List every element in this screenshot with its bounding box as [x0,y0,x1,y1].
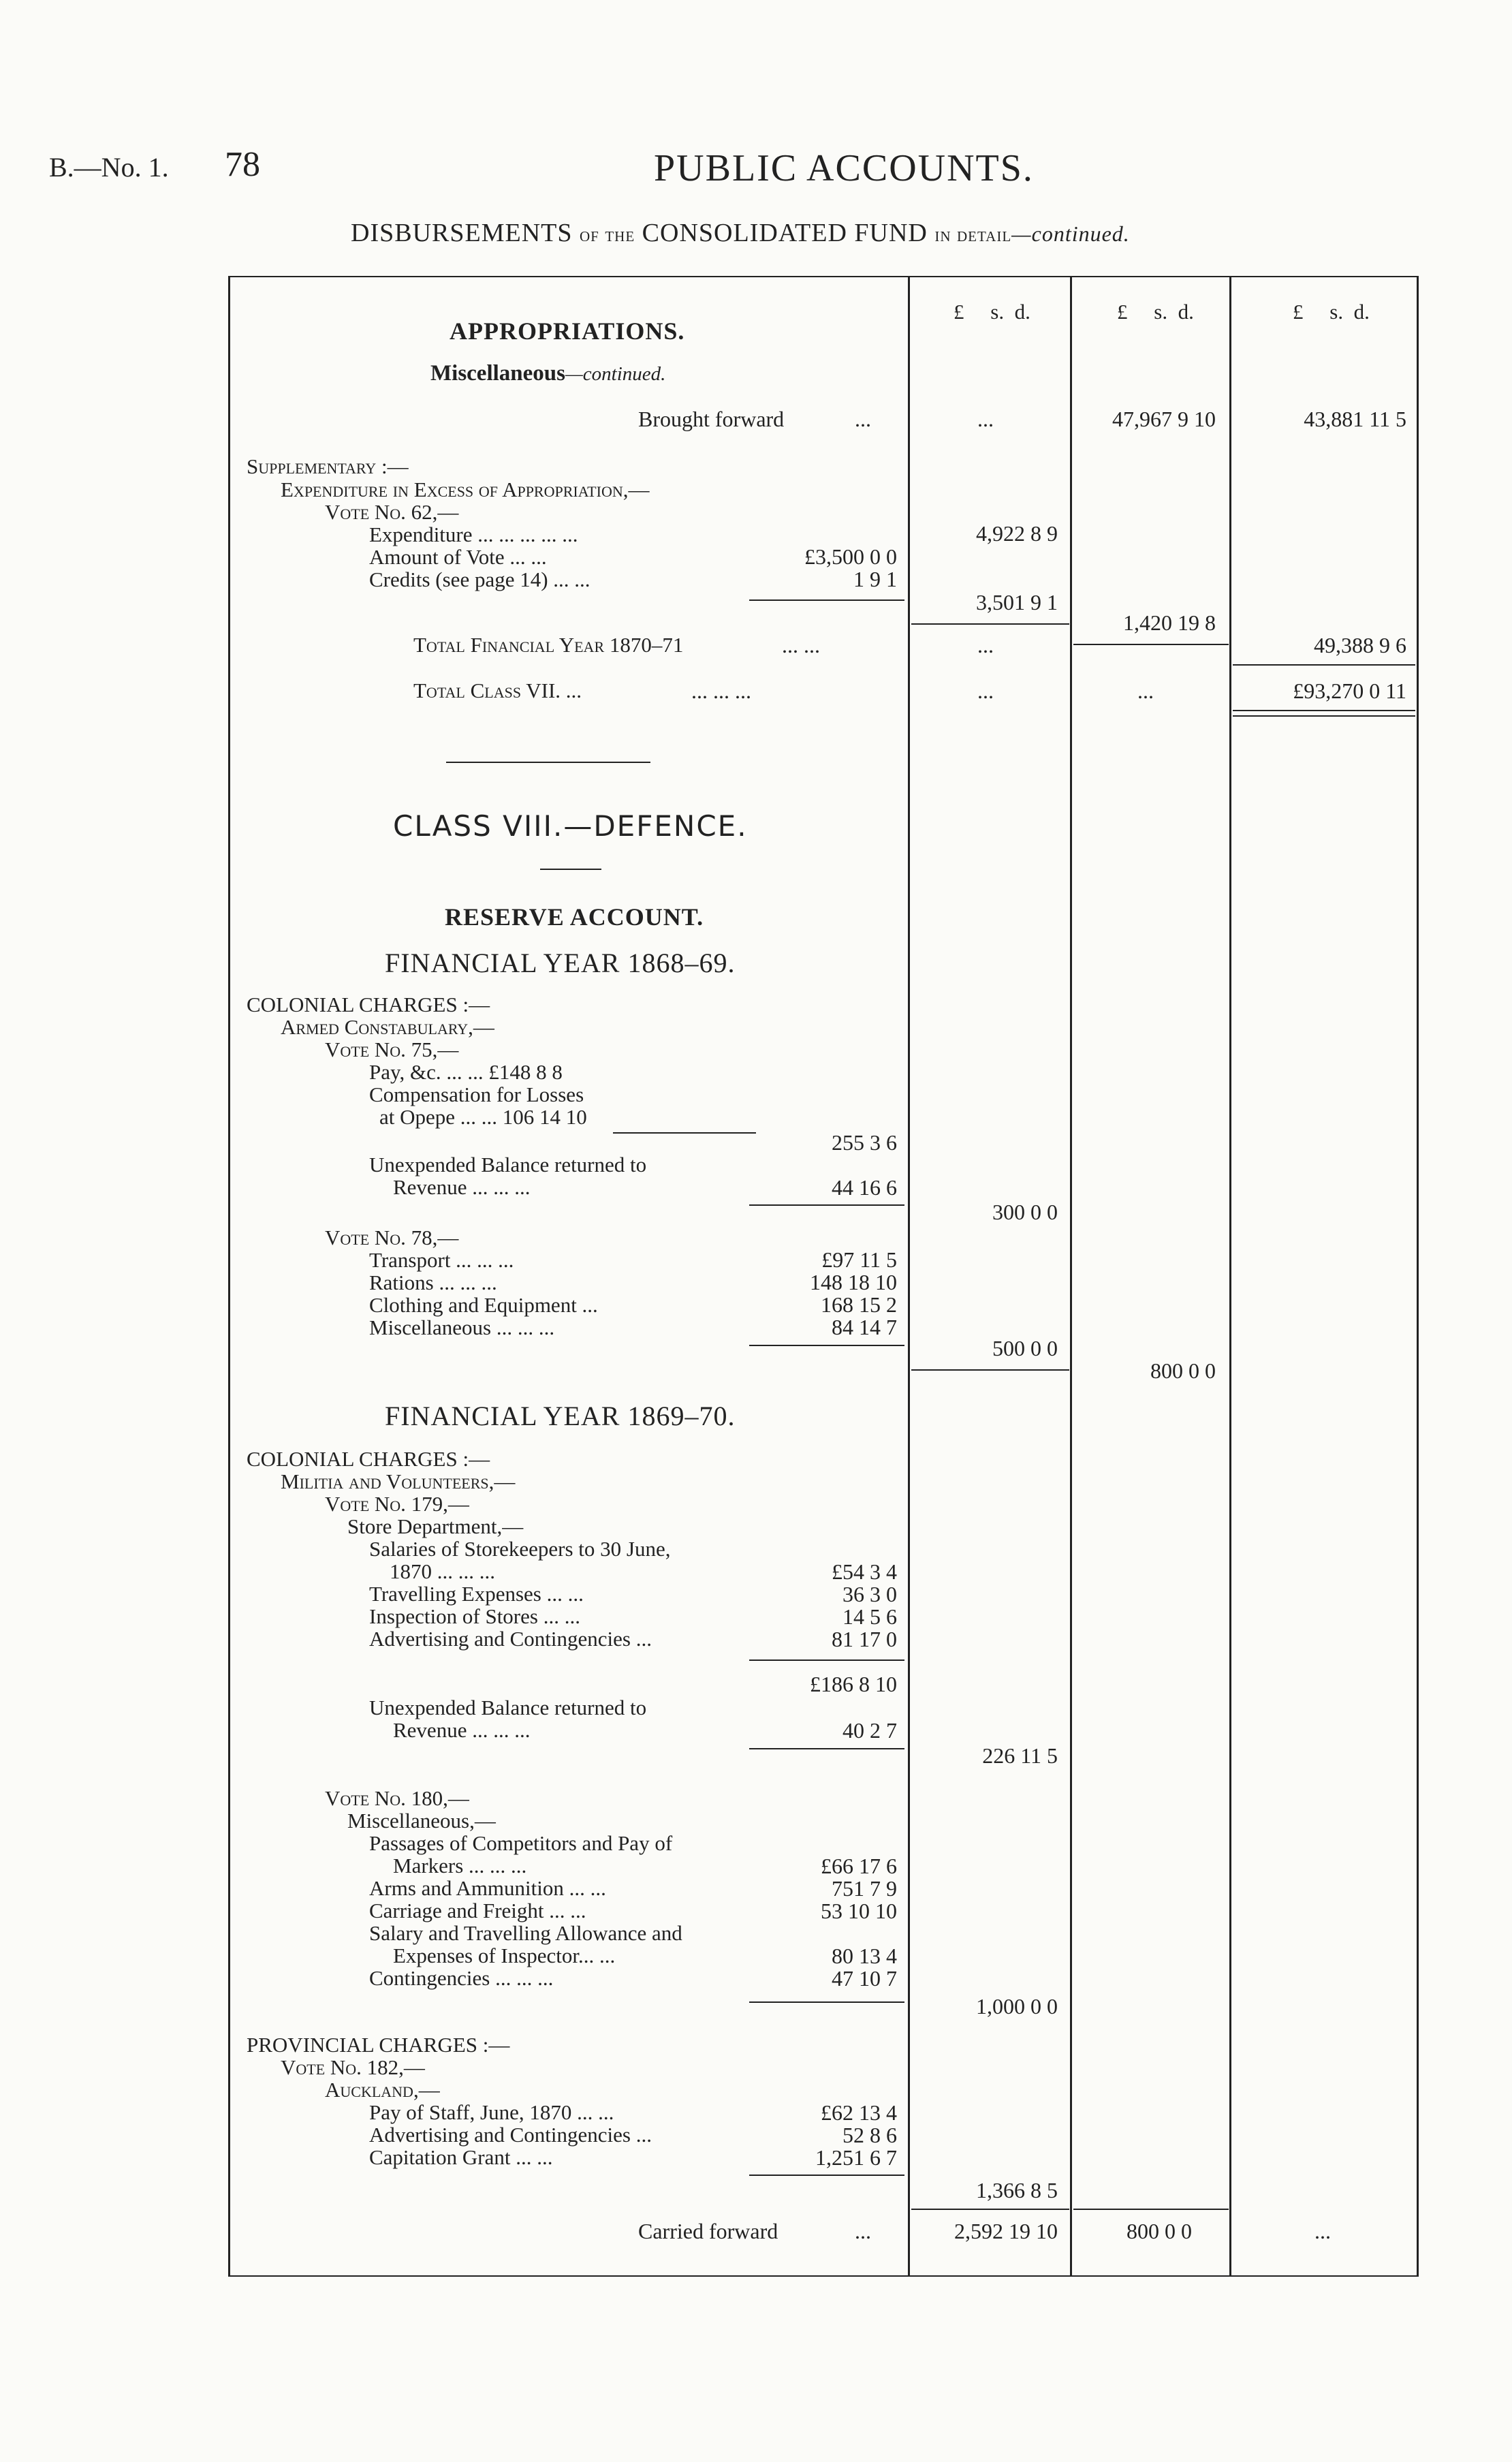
pence-symbol: d. [1178,300,1194,324]
short-rule [540,869,601,870]
line-label: Contingencies ... ... ... [369,1966,554,1990]
fy-heading: FINANCIAL YEAR 1869–70. [385,1401,736,1431]
inner-amount: 44 16 6 [832,1175,897,1200]
bf-col3: 43,881 11 5 [1304,407,1406,431]
column-divider [1070,276,1072,2277]
separator-rule [446,762,650,763]
page-subtitle [351,218,1130,248]
line-label: Miscellaneous ... ... ... [369,1315,555,1339]
table-right-border [1417,276,1419,2277]
dots: ... ... [782,633,820,657]
line-label: Unexpended Balance returned to [369,1696,647,1719]
sum-rule [911,2209,1069,2210]
total-class-col1: ... [977,679,994,703]
pence-symbol: d. [1014,300,1030,324]
bf-col2: 47,967 9 10 [1112,407,1216,431]
line-label: Rations ... ... ... [369,1271,497,1294]
inner-amount: 53 10 10 [821,1899,897,1923]
column-divider [908,276,910,2277]
vote-label: Vote No. 75,— [325,1038,459,1061]
line-label: Passages of Competitors and Pay of [369,1831,673,1855]
total-fy-col1: ... [977,633,994,657]
pound-symbol: £ [954,300,964,324]
sum-rule [749,1345,904,1346]
carried-col1: 2,592 19 10 [954,2219,1058,2243]
column-divider [1229,276,1231,2277]
line-label: Amount of Vote ... ... [369,545,547,569]
carried-col3: ... [1314,2219,1331,2243]
total-class-col3: £93,270 0 11 [1293,679,1406,703]
charges-label: COLONIAL CHARGES :— [247,993,490,1016]
inner-amount: 36 3 0 [842,1582,897,1606]
line-label: Advertising and Contingencies ... [369,2123,652,2147]
table-bottom-rule [228,2275,1418,2277]
col1-heading [954,300,1030,324]
subtitle-part: of the [580,223,635,246]
line-label: Transport ... ... ... [369,1248,514,1272]
sum-rule [613,1132,756,1134]
vote-total-col1: 226 11 5 [982,1743,1058,1768]
table-left-border [228,276,230,2277]
inner-amount: £62 13 4 [821,2100,897,2125]
subtitle-part: —continued. [1011,221,1130,246]
inner-amount: £54 3 4 [832,1559,897,1584]
shilling-symbol: s. [990,300,1005,324]
net-col1: 3,501 9 1 [976,590,1058,614]
subgroup-label: Store Department,— [347,1514,524,1538]
class-heading: CLASS VIII.—DEFENCE. [393,809,748,843]
col3-heading [1293,300,1370,324]
carried-forward-label: Carried forward [638,2219,778,2243]
sum-rule [749,1659,904,1661]
inner-amount: £3,500 0 0 [804,544,897,569]
sum-rule [911,623,1069,625]
pound-symbol: £ [1117,300,1128,324]
col2-heading [1117,300,1194,324]
line-label: Inspection of Stores ... ... [369,1604,580,1628]
vote-total-col1: 500 0 0 [992,1336,1058,1360]
double-rule [1233,715,1415,717]
line-label: Revenue ... ... ... [393,1718,531,1742]
department-label: Armed Constabulary,— [281,1015,494,1039]
line-label: at Opepe ... ... 106 14 10 [379,1105,587,1129]
line-label: Salary and Travelling Allowance and [369,1921,682,1945]
subtitle-part: DISBURSEMENTS [351,219,573,247]
total-class-label: Total Class VII. ... [413,679,582,702]
inner-amount: 1,251 6 7 [815,2145,897,2170]
fy-heading: FINANCIAL YEAR 1868–69. [385,948,736,978]
sum-rule [1073,2209,1229,2210]
inner-amount: 148 18 10 [810,1270,897,1294]
subtitle-part: CONSOLIDATED FUND [642,219,928,247]
inner-amount: 52 8 6 [842,2123,897,2147]
line-label: Unexpended Balance returned to [369,1153,647,1177]
line-label: Salaries of Storekeepers to 30 June, [369,1537,671,1561]
net-col2: 1,420 19 8 [1123,610,1216,635]
excess-label: Expenditure in Excess of Appropriation,— [281,478,650,501]
vote-total-col1: 1,366 8 5 [976,2178,1058,2202]
inner-amount: 80 13 4 [832,1944,897,1968]
line-label: Carriage and Freight ... ... [369,1899,586,1922]
vote-total-col1: 300 0 0 [992,1200,1058,1224]
sum-rule [749,2175,904,2176]
sum-rule [1233,664,1415,666]
inner-amount: 168 15 2 [821,1292,897,1317]
vote-label: Vote No. 180,— [325,1786,469,1810]
line-label: Expenses of Inspector... ... [393,1944,616,1967]
double-rule [1233,710,1415,711]
expenditure-col1: 4,922 8 9 [976,521,1058,546]
province-label: Auckland,— [325,2078,440,2102]
line-label: Arms and Ammunition ... ... [369,1876,606,1900]
department-label: Militia and Volunteers,— [281,1469,516,1493]
line-label: Advertising and Contingencies ... [369,1627,652,1651]
bf-col1: ... [977,407,994,431]
subgroup-label: Miscellaneous,— [347,1809,496,1833]
total-fy-label: Total Financial Year 1870–71 [413,633,684,657]
line-label: Capitation Grant ... ... [369,2145,553,2169]
line-label: Compensation for Losses [369,1082,584,1106]
inner-amount: 1 9 1 [853,567,897,591]
dots: ... [855,407,871,431]
shilling-symbol: s. [1329,300,1344,324]
pound-symbol: £ [1293,300,1304,324]
line-label: Pay, &c. ... ... £148 8 8 [369,1060,563,1084]
page-title: PUBLIC ACCOUNTS. [654,147,1034,189]
page-ref: B.—No. 1. [49,152,169,183]
reserve-heading: RESERVE ACCOUNT. [445,903,704,931]
line-label: Clothing and Equipment ... [369,1293,598,1317]
inner-amount: £97 11 5 [821,1247,897,1272]
fy-total-col2: 800 0 0 [1150,1358,1216,1383]
carried-col2: 800 0 0 [1127,2219,1192,2243]
section-heading: APPROPRIATIONS. [450,317,685,345]
vote-total-col1: 1,000 0 0 [976,1994,1058,2019]
inner-amount: 40 2 7 [842,1718,897,1743]
vote-label: Vote No. 62,— [325,500,459,524]
inner-amount: 84 14 7 [832,1315,897,1339]
section-subheading [430,361,665,386]
pence-symbol: d. [1353,300,1370,324]
line-label: Credits (see page 14) ... ... [369,567,590,591]
sum-rule [749,1204,904,1206]
subtitle-part: in detail [934,223,1012,246]
brought-forward-label: Brought forward [638,407,785,431]
table-top-rule [228,276,1418,277]
vote-label: Vote No. 182,— [281,2055,425,2079]
supplementary-label: Supplementary :— [247,454,409,478]
total-class-col2: ... [1137,679,1154,703]
charges-label: PROVINCIAL CHARGES :— [247,2033,510,2057]
line-label: Revenue ... ... ... [393,1175,531,1199]
sum-rule [749,1748,904,1749]
sum-rule [911,1369,1069,1371]
dots: ... [855,2219,871,2243]
sum-rule [749,2001,904,2003]
line-label: Expenditure ... ... ... ... ... [369,523,578,546]
inner-amount: £186 8 10 [810,1672,897,1696]
shilling-symbol: s. [1154,300,1168,324]
inner-amount: 81 17 0 [832,1627,897,1651]
line-label: 1870 ... ... ... [390,1559,495,1583]
line-label: Markers ... ... ... [393,1854,527,1877]
sum-rule [1073,644,1229,645]
subheading-cont: —continued. [565,363,666,385]
total-fy-col3: 49,388 9 6 [1314,633,1406,657]
line-label: Pay of Staff, June, 1870 ... ... [369,2100,614,2124]
vote-label: Vote No. 78,— [325,1226,459,1249]
vote-label: Vote No. 179,— [325,1492,469,1516]
subheading-text: Miscellaneous [430,361,565,386]
charges-label: COLONIAL CHARGES :— [247,1447,490,1471]
dots: ... ... ... [691,679,751,703]
sum-rule [749,599,904,601]
page-number: 78 [225,145,260,184]
inner-amount: 751 7 9 [832,1876,897,1901]
inner-amount: 14 5 6 [842,1604,897,1629]
line-label: Travelling Expenses ... ... [369,1582,584,1606]
inner-amount: £66 17 6 [821,1854,897,1878]
inner-amount: 47 10 7 [832,1966,897,1991]
inner-amount: 255 3 6 [832,1130,897,1155]
